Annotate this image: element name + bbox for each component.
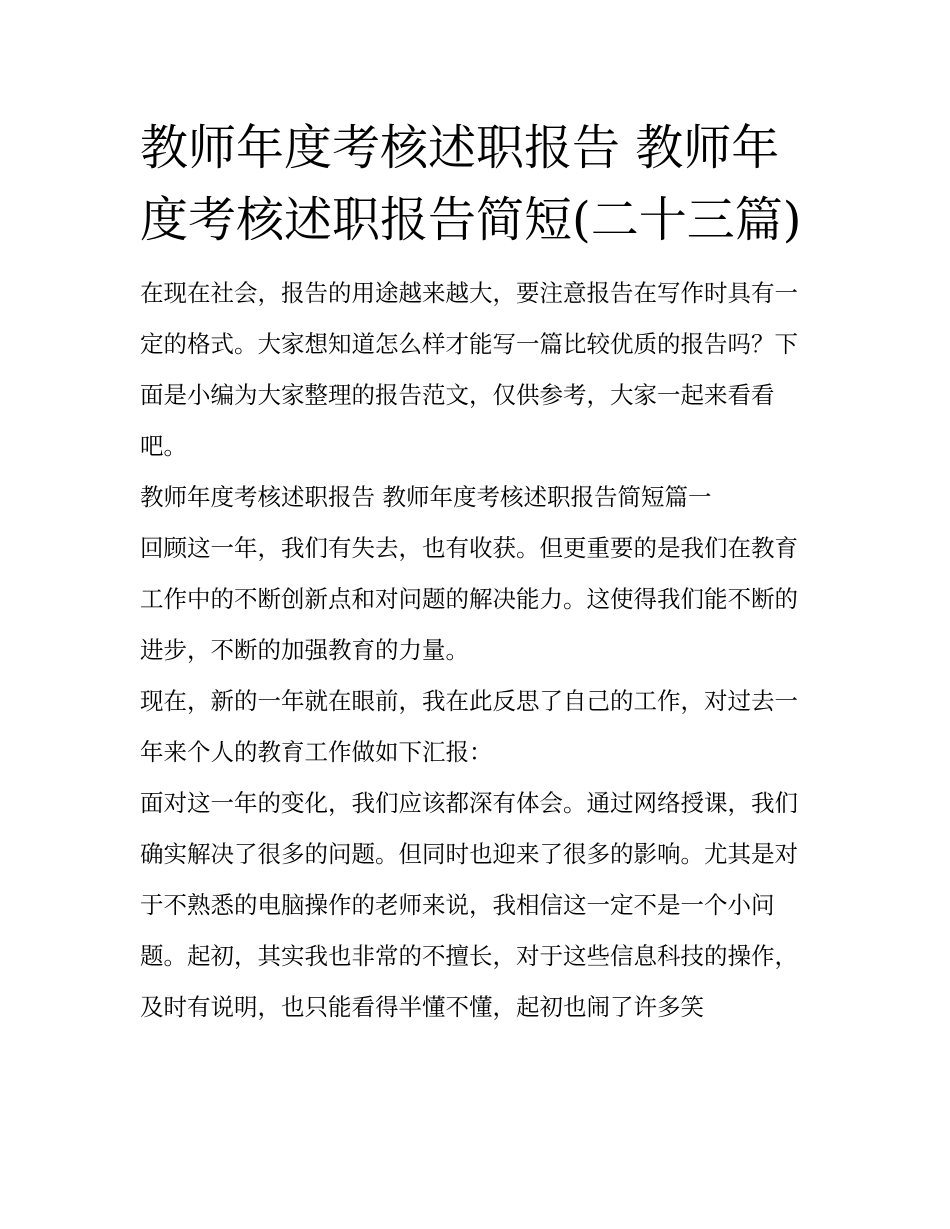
section-heading: 教师年度考核述职报告 教师年度考核述职报告简短篇一 xyxy=(140,483,712,511)
document-title: 教师年度考核述职报告 教师年度考核述职报告简短(二十三篇) xyxy=(140,120,802,248)
body-paragraph: 现在，新的一年就在眼前，我在此反思了自己的工作，对过去一年来个人的教育工作做如下汇报： xyxy=(140,687,798,766)
intro-paragraph: 在现在社会，报告的用途越来越大，要注意报告在写作时具有一定的格式。大家想知道怎么样才能写一篇比较优质的报告吗？下面是小编为大家整理的报告范文，仅供参考，大家一起来看看吧。 xyxy=(140,279,798,460)
document-page xyxy=(140,112,812,1033)
body-paragraph: 面对这一年的变化，我们应该都深有体会。通过网络授课，我们确实解决了很多的问题。但同时也迎来了很多的影响。尤其是对于不熟悉的电脑操作的老师来说，我相信这一定不是一个小问题。起初，其实我也非常的不擅长，对于这些信息科技的操作，及时有说明，也只能看得半懂不懂，起初也闹了许多笑 xyxy=(140,789,798,1021)
body-paragraph: 回顾这一年，我们有失去，也有收获。但更重要的是我们在教育工作中的不断创新点和对问题的解决能力。这使得我们能不断的进步，不断的加强教育的力量。 xyxy=(140,534,798,664)
